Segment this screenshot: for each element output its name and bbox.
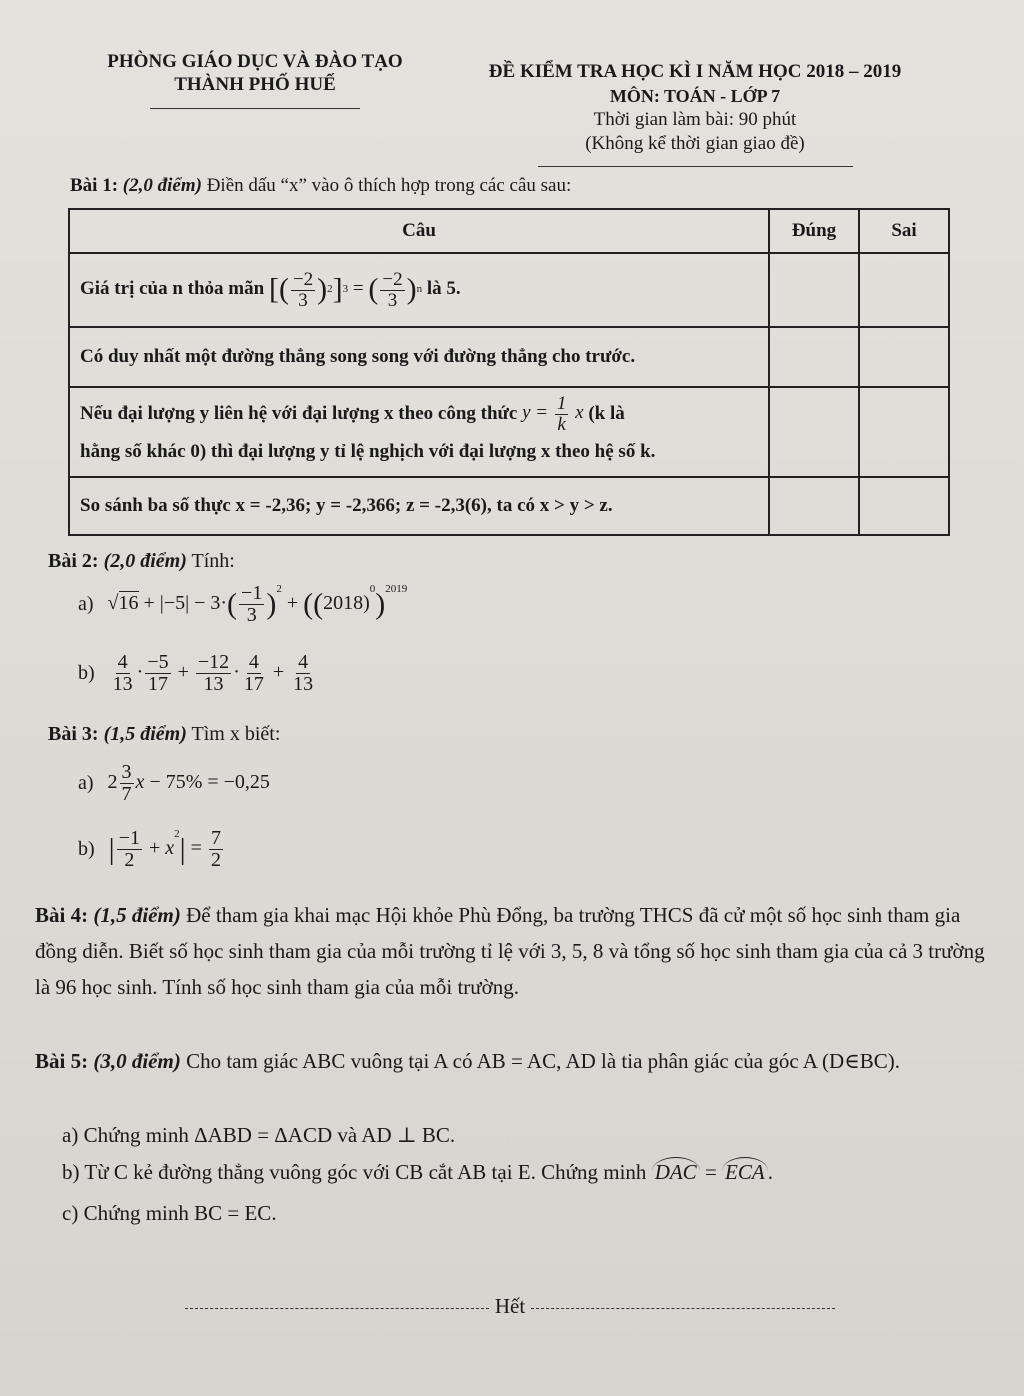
- answer-cell-dung-1[interactable]: [769, 253, 859, 327]
- true-false-table: [68, 208, 950, 536]
- formula-3: y = $\frac{1}{k}$ x: [522, 392, 589, 435]
- column-header-cau: Câu: [69, 209, 769, 253]
- answer-cell-sai-4[interactable]: [859, 477, 949, 535]
- bai2-heading: Bài 2: (2,0 điểm) Tính:: [48, 550, 235, 572]
- statement-2: Có duy nhất một đường thẳng song song với đường thẳng cho trước.: [69, 327, 769, 387]
- formula-3b: | $\frac{-1}{2}$ + $x^2|$ = $\frac{7}{2}$: [108, 827, 221, 871]
- header-underline: [150, 108, 360, 109]
- formula-1: [( $\frac{-2}{3}$ )$^2$]$^3$ = ( $\frac{-2}{3}$ )$^n$: [268, 268, 423, 311]
- angle-equality: DAC = ECA .: [652, 1160, 773, 1184]
- bai2-b: b) $\frac{4}{13}$ · $\frac{-5}{17}$ + $\frac{-12}{13}$ · $\frac{4}{17}$ + $\frac{4}{13}$: [78, 652, 317, 695]
- exam-time: Thời gian làm bài: 90 phút: [593, 109, 797, 130]
- bai3-heading: Bài 3: (1,5 điểm) Tìm x biết:: [48, 723, 281, 745]
- bai5-b: b) Từ C kẻ đường thẳng vuông góc với CB cắt AB tại E. Chứng minh DAC = ECA .: [62, 1157, 773, 1185]
- bai3-a: a) 2 $\frac{3}{7}$ x − 75% = −0,25: [78, 761, 270, 805]
- statement-3: Nếu đại lượng y liên hệ với đại lượng x theo công thức y = $\frac{1}{k}$ x (k là hằng số khác 0) thì đại lượng y tỉ lệ nghịch với đại lượng x theo hệ số k.: [69, 387, 769, 477]
- exam-title: ĐỀ KIỂM TRA HỌC KÌ I NĂM HỌC 2018 – 2019: [488, 61, 902, 82]
- bai4-paragraph: Bài 4: (1,5 điểm) Để tham gia khai mạc Hội khỏe Phù Đổng, ba trường THCS đã cử một số học sinh tham gia đồng diễn. Biết số học sinh tham gia của mỗi trường tỉ lệ với 3, 5, 8 và tổng số học sinh tham gia của cả 3 trường là 96 học sinh. Tính số học sinh tham gia của mỗi trường.: [35, 903, 985, 999]
- formula-2b: $\frac{4}{13}$ · $\frac{-5}{17}$ + $\frac{-12}{13}$ · $\frac{4}{17}$ + $\frac{4}{13}$: [112, 651, 314, 695]
- answer-cell-dung-2[interactable]: [769, 327, 859, 387]
- formula-2a: √16 + |−5| − 3·( $\frac{-1}{3}$ )$^2 + ((2018)^0)^{2019}$: [107, 582, 408, 626]
- bai1-heading: Bài 1: (2,0 điểm) Điền dấu “x” vào ô thích hợp trong các câu sau:: [70, 175, 572, 196]
- statement-4: So sánh ba số thực x = -2,36; y = -2,366; z = -2,3(6), ta có x > y > z.: [69, 477, 769, 535]
- bai3-b: b) | $\frac{-1}{2}$ + $x^2|$ = $\frac{7}{2}$: [78, 828, 225, 871]
- header-underline: [538, 166, 853, 167]
- city-name: THÀNH PHỐ HUẾ: [174, 74, 336, 95]
- answer-cell-sai-1[interactable]: [859, 253, 949, 327]
- exam-subject: MÔN: TOÁN - LỚP 7: [609, 86, 781, 106]
- column-header-sai: Sai: [859, 209, 949, 253]
- end-marker: [185, 1294, 835, 1319]
- answer-cell-sai-2[interactable]: [859, 327, 949, 387]
- exam-note: (Không kể thời gian giao đề): [585, 133, 805, 154]
- answer-cell-dung-4[interactable]: [769, 477, 859, 535]
- answer-cell-dung-3[interactable]: [769, 387, 859, 477]
- bai5-paragraph: Bài 5: (3,0 điểm) Cho tam giác ABC vuông tại A có AB = AC, AD là tia phân giác của góc A (D∈BC).: [35, 1049, 900, 1073]
- bai2-a: a) √16 + |−5| − 3·( $\frac{-1}{3}$ )$^2 + ((2018)^0)^{2019}$: [78, 582, 408, 626]
- bai5-c: c) Chứng minh BC = EC.: [62, 1201, 277, 1225]
- end-label: Hết: [494, 1294, 526, 1318]
- department-name: PHÒNG GIÁO DỤC VÀ ĐÀO TẠO: [107, 51, 403, 72]
- column-header-dung: Đúng: [769, 209, 859, 253]
- exam-header: [455, 60, 935, 167]
- formula-3a: 2 $\frac{3}{7}$ x − 75% = −0,25: [107, 761, 270, 805]
- department-header: [70, 50, 440, 109]
- answer-cell-sai-3[interactable]: [859, 387, 949, 477]
- dashed-line-right: [531, 1308, 835, 1309]
- bai5-a: a) Chứng minh ΔABD = ΔACD và AD ⊥ BC.: [62, 1123, 456, 1147]
- dashed-line-left: [185, 1308, 489, 1309]
- statement-1: Giá trị của n thỏa mãn [( $\frac{-2}{3}$ )$^2$]$^3$ = ( $\frac{-2}{3}$ )$^n$ là 5.: [69, 253, 769, 327]
